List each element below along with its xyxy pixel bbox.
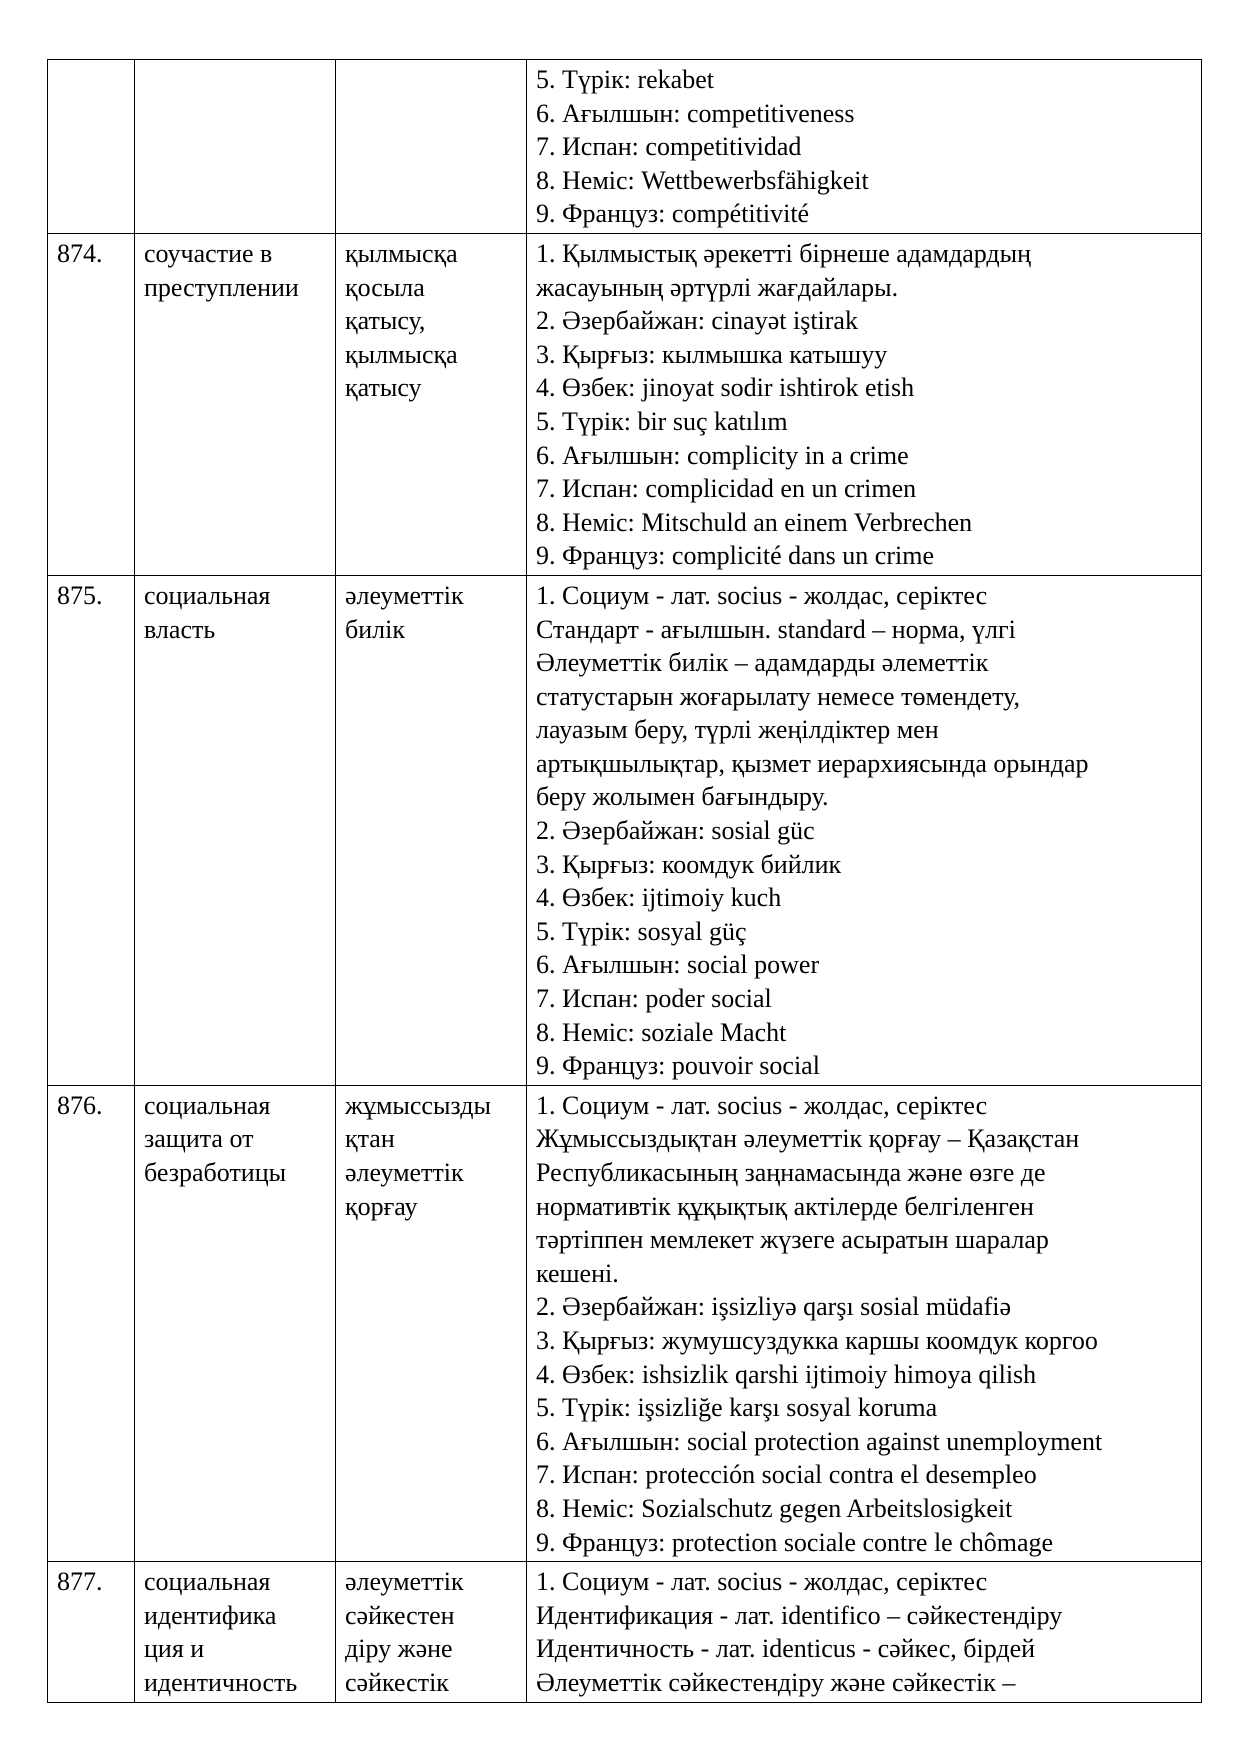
russian-term-line: ция и xyxy=(144,1634,205,1664)
definition-line: Әлеуметтік сәйкестендіру және сәйкестік – xyxy=(536,1667,1016,1697)
russian-term-cell xyxy=(135,1562,336,1702)
definition-line: 8. Неміс: Mitschuld an einem Verbrechen xyxy=(536,507,973,537)
definition-line: 5. Түрік: bir suç katılım xyxy=(536,406,788,436)
definition-line: статустарын жоғарылату немесе төмендету, xyxy=(536,681,1021,711)
kazakh-term-line: қылмысқа xyxy=(345,339,458,369)
kazakh-term-line: қылмысқа xyxy=(345,238,458,268)
definition-line: 5. Түрік: işsizliğe karşı sosyal koruma xyxy=(536,1393,938,1423)
definition-line: 6. Ағылшын: complicity in a crime xyxy=(536,440,909,470)
definition-line: 9. Француз: compétitivité xyxy=(536,199,810,229)
definition-line: беру жолымен бағындыру. xyxy=(536,782,829,812)
russian-term-line: идентифика xyxy=(144,1600,277,1630)
definition-line: 6. Ағылшын: social protection against unemployment xyxy=(536,1426,1103,1456)
definition-line: Әлеуметтік билік – адамдарды әлеметтік xyxy=(536,648,989,678)
definition-line: 3. Қырғыз: жумушсуздукка каршы коомдук коргоо xyxy=(536,1325,1098,1355)
definition-line: 6. Ағылшын: social power xyxy=(536,950,820,980)
glossary-table-body xyxy=(48,60,1202,1703)
glossary-table xyxy=(47,59,1202,1703)
russian-term-cell xyxy=(135,233,336,575)
entry-number: 877. xyxy=(57,1567,103,1597)
definition-line: Стандарт - ағылшын. standard – норма, үлгі xyxy=(536,614,1016,644)
kazakh-term-line: қатысу, xyxy=(345,306,426,336)
russian-term-line: идентичность xyxy=(144,1667,298,1697)
russian-term-line: соучастие в xyxy=(144,238,273,268)
definition-line: 6. Ағылшын: competitiveness xyxy=(536,98,855,128)
russian-term-line: социальная xyxy=(144,580,271,610)
definition-line: артықшылықтар, қызмет иерархиясында орындар xyxy=(536,748,1089,778)
kazakh-term-cell xyxy=(336,575,527,1085)
russian-term-line: защита от xyxy=(144,1124,254,1154)
definition-line: Идентичность - лат. identicus - сәйкес, бірдей xyxy=(536,1634,1036,1664)
entry-number: 875. xyxy=(57,580,103,610)
russian-term-line: безработицы xyxy=(144,1158,287,1187)
definition-line: 8. Неміс: soziale Macht xyxy=(536,1017,787,1047)
kazakh-term-cell xyxy=(336,233,527,575)
definition-line: 3. Қырғыз: коомдук бийлик xyxy=(536,849,842,879)
table-row xyxy=(48,233,1202,575)
russian-term-line: преступлении xyxy=(144,272,299,302)
entry-number-cell xyxy=(48,575,135,1085)
entry-number: 876. xyxy=(57,1090,103,1120)
definition-line: 5. Түрік: sosyal güç xyxy=(536,916,747,946)
table-row xyxy=(48,575,1202,1085)
definition-translations-cell xyxy=(527,1085,1202,1561)
kazakh-term-cell xyxy=(336,1562,527,1702)
definition-line: Республикасының заңнамасында және өзге де xyxy=(536,1158,1046,1187)
russian-term-line: социальная xyxy=(144,1567,271,1597)
kazakh-term-line: жұмыссызды xyxy=(345,1090,491,1120)
russian-term-cell xyxy=(135,575,336,1085)
definition-line: Жұмыссыздықтан әлеуметтік қорғау – Қазақстан xyxy=(536,1124,1080,1154)
kazakh-term-line: қатысу xyxy=(345,373,422,403)
kazakh-term-line: әлеуметтік xyxy=(345,1567,464,1597)
definition-translations-cell xyxy=(527,233,1202,575)
definition-line: 7. Испан: poder social xyxy=(536,984,772,1014)
definition-line: 8. Неміс: Sozialschutz gegen Arbeitslosigkeit xyxy=(536,1493,1013,1523)
kazakh-term-cell xyxy=(336,60,527,234)
definition-line: 4. Өзбек: ishsizlik qarshi ijtimoiy himoya qilish xyxy=(536,1359,1037,1389)
definition-line: 1. Социум - лат. socius - жолдас, серіктес xyxy=(536,580,988,610)
russian-term-line: власть xyxy=(144,614,216,644)
kazakh-term-line: қорғау xyxy=(345,1191,418,1221)
definition-translations-cell xyxy=(527,575,1202,1085)
definition-line: 9. Француз: protection sociale contre le chômage xyxy=(536,1527,1054,1557)
entry-number: 874. xyxy=(57,238,103,268)
entry-number-cell xyxy=(48,233,135,575)
kazakh-term-line: сәйкестен xyxy=(345,1600,455,1630)
definition-line: 1. Социум - лат. socius - жолдас, серіктес xyxy=(536,1567,988,1597)
entry-number-cell xyxy=(48,60,135,234)
kazakh-term-line: әлеуметтік xyxy=(345,580,464,610)
definition-translations-cell xyxy=(527,1562,1202,1702)
definition-line: 2. Әзербайжан: işsizliyə qarşı sosial müdafiə xyxy=(536,1292,1012,1322)
table-row xyxy=(48,1562,1202,1702)
table-row xyxy=(48,1085,1202,1561)
definition-line: 8. Неміс: Wettbewerbsfähigkeit xyxy=(536,165,869,195)
definition-line: 4. Өзбек: ijtimoiy kuch xyxy=(536,883,782,913)
definition-line: 4. Өзбек: jinoyat sodir ishtirok etish xyxy=(536,373,915,403)
definition-line: жасауының әртүрлі жағдайлары. xyxy=(536,272,899,302)
definition-line: 3. Қырғыз: кылмышка катышуу xyxy=(536,339,888,369)
definition-line: 1. Социум - лат. socius - жолдас, серіктес xyxy=(536,1090,988,1120)
kazakh-term-line: әлеуметтік xyxy=(345,1158,464,1187)
definition-line: 2. Әзербайжан: sosial güc xyxy=(536,816,815,846)
definition-line: Идентификация - лат. identifico – сәйкестендіру xyxy=(536,1600,1063,1630)
definition-line: тәртіппен мемлекет жүзеге асыратын шаралар xyxy=(536,1225,1049,1255)
kazakh-term-line: қтан xyxy=(345,1124,395,1154)
definition-line: 5. Түрік: rekabet xyxy=(536,65,714,94)
kazakh-term-cell xyxy=(336,1085,527,1561)
russian-term-cell xyxy=(135,60,336,234)
entry-number-cell xyxy=(48,1562,135,1702)
definition-line: кешені. xyxy=(536,1258,619,1288)
definition-line: 1. Қылмыстық әрекетті бірнеше адамдардың xyxy=(536,238,1032,268)
kazakh-term-line: қосыла xyxy=(345,272,425,302)
russian-term-cell xyxy=(135,1085,336,1561)
kazakh-term-line: діру және xyxy=(345,1634,453,1664)
definition-line: 7. Испан: complicidad en un crimen xyxy=(536,474,917,504)
definition-line: 9. Француз: pouvoir social xyxy=(536,1051,820,1081)
definition-line: 9. Француз: complicité dans un crime xyxy=(536,541,934,571)
kazakh-term-line: билік xyxy=(345,614,405,644)
definition-line: лауазым беру, түрлі жеңілдіктер мен xyxy=(536,715,939,745)
table-row xyxy=(48,60,1202,234)
definition-line: 2. Әзербайжан: cinayət iştirak xyxy=(536,306,858,336)
definition-line: нормативтік құқықтық актілерде белгіленген xyxy=(536,1191,1034,1221)
entry-number-cell xyxy=(48,1085,135,1561)
kazakh-term-line: сәйкестік xyxy=(345,1667,449,1697)
russian-term-line: социальная xyxy=(144,1090,271,1120)
definition-translations-cell xyxy=(527,60,1202,234)
definition-line: 7. Испан: protección social contra el desempleo xyxy=(536,1460,1037,1490)
definition-line: 7. Испан: competitividad xyxy=(536,132,802,162)
